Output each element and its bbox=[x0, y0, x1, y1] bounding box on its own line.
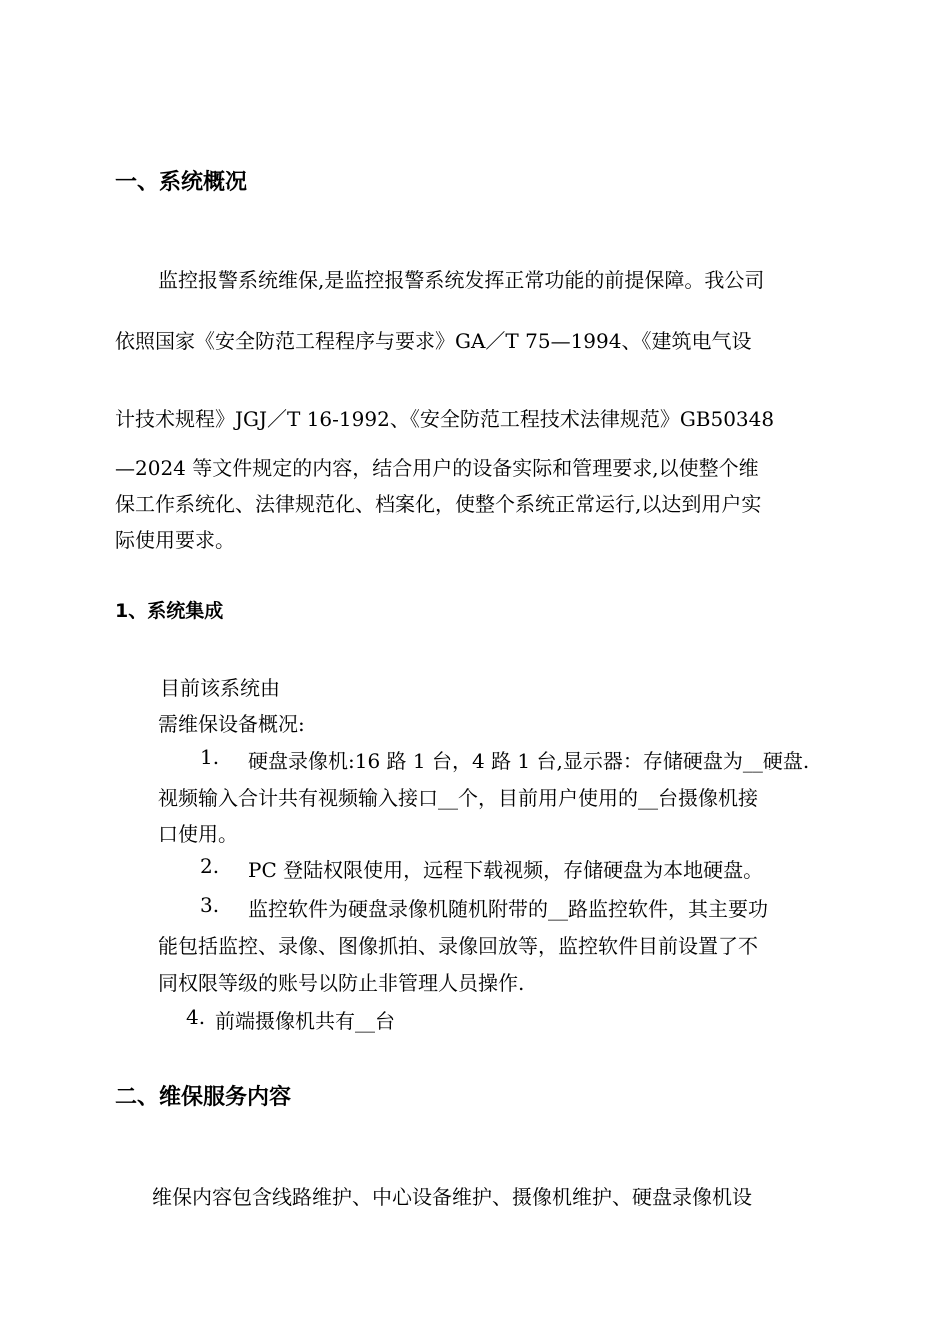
list-item-continuation: 口使用。 bbox=[158, 822, 238, 846]
paragraph-line: 监控报警系统维保,是监控报警系统发挥正常功能的前提保障。我公司 bbox=[158, 268, 765, 292]
paragraph-line: —2024 等文件规定的内容，结合用户的设备实际和管理要求,以使整个维 bbox=[115, 456, 759, 480]
list-item-text: 前端摄像机共有__台 bbox=[215, 1009, 395, 1033]
list-item-continuation: 能包括监控、录像、图像抓拍、录像回放等，监控软件目前设置了不 bbox=[158, 934, 758, 958]
subsection-heading-integration: 1、系统集成 bbox=[115, 600, 224, 622]
paragraph-line: 计技术规程》JGJ／T 16-1992、《安全防范工程技术法律规范》GB50348 bbox=[115, 407, 775, 431]
intro-line: 需维保设备概况: bbox=[158, 712, 305, 736]
list-item-number: 1. bbox=[200, 745, 220, 769]
intro-line: 目前该系统由 bbox=[160, 676, 280, 700]
paragraph-line: 维保内容包含线路维护、中心设备维护、摄像机维护、硬盘录像机设 bbox=[152, 1185, 752, 1209]
paragraph-line: 依照国家《安全防范工程程序与要求》GA／T 75—1994、《建筑电气设 bbox=[115, 329, 752, 353]
list-item-text: PC 登陆权限使用，远程下载视频，存储硬盘为本地硬盘。 bbox=[248, 858, 764, 882]
section-heading-overview: 一、系统概况 bbox=[115, 170, 248, 195]
list-item-number: 3. bbox=[200, 893, 220, 917]
list-item-continuation: 视频输入合计共有视频输入接口__个，目前用户使用的__台摄像机接 bbox=[158, 786, 758, 810]
paragraph-line: 际使用要求。 bbox=[115, 528, 235, 552]
section-heading-maintenance: 二、维保服务内容 bbox=[115, 1085, 292, 1110]
list-item-continuation: 同权限等级的账号以防止非管理人员操作. bbox=[158, 971, 525, 995]
list-item-text: 监控软件为硬盘录像机随机附带的__路监控软件，其主要功 bbox=[248, 897, 768, 921]
list-item-text: 硬盘录像机:16 路 1 台，4 路 1 台,显示器：存储硬盘为__硬盘. bbox=[248, 749, 810, 773]
list-item-number: 4. bbox=[186, 1005, 206, 1029]
list-item-number: 2. bbox=[200, 854, 220, 878]
paragraph-line: 保工作系统化、法律规范化、档案化，使整个系统正常运行,以达到用户实 bbox=[115, 492, 762, 516]
